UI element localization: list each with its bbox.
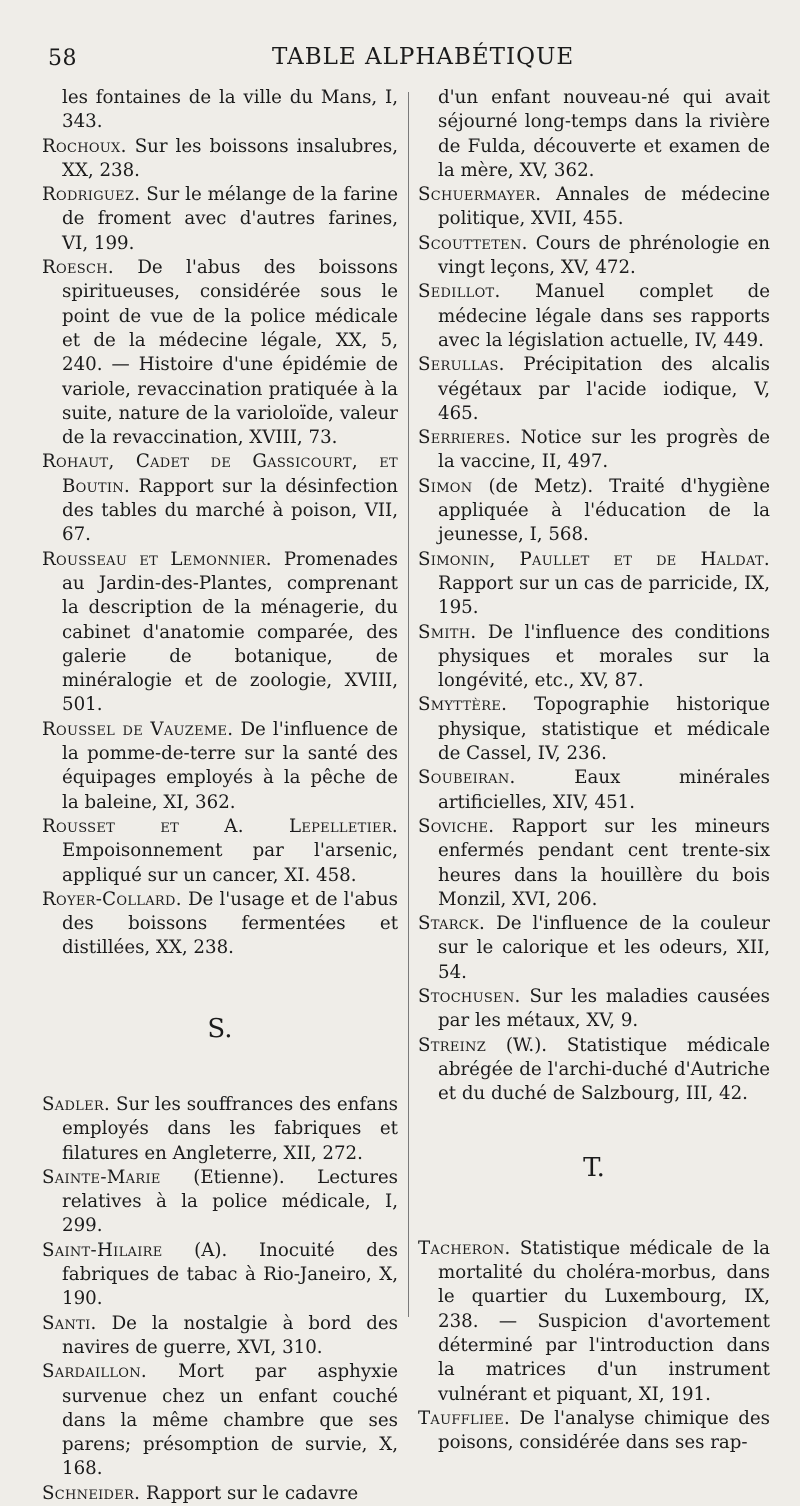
index-entry-soubeiran — [418, 766, 770, 815]
entry-text: Sur les boissons insalubres, XX, 238. — [62, 135, 398, 181]
author-name: Sadler. — [42, 1093, 111, 1115]
author-name: Rousset et A. Lepelletier. — [42, 815, 398, 837]
index-entry-saint-hilaire — [42, 1239, 398, 1312]
author-name: Sainte-Marie — [42, 1166, 161, 1188]
entry-text: Sur les souffrances des enfans employés dans les fabriques et filatures en Angleterre, XII, 272. — [62, 1093, 398, 1164]
author-name: Scoutteten. — [418, 232, 528, 254]
entry-text: De l'influence des conditions physiques et morales sur la longévité, etc., XV, 87. — [438, 621, 770, 692]
entry-text: Statistique médicale de la mortalité du choléra-morbus, dans le quartier du Luxembourg, IX, 238. — Suspicion d'avortement déterminé par l'introduction dans la matrices d'un instrument vulnérant et piquant, XI, 191. — [438, 1237, 770, 1405]
entry-text: Notice sur les progrès de la vaccine, II, 497. — [438, 427, 770, 473]
index-entry-rohaut — [42, 450, 398, 547]
author-name: Streinz — [418, 1034, 487, 1056]
index-entry-smyttere — [418, 693, 770, 766]
index-entry-stochusen — [418, 985, 770, 1034]
index-entry-schuermayer — [418, 183, 770, 232]
author-name: Rousseau et Lemonnier. — [42, 548, 272, 570]
entry-text: Rapport sur le cadavre — [140, 1482, 359, 1504]
section-heading-t: T. — [583, 1153, 605, 1184]
index-entry-simon — [418, 475, 770, 548]
index-entry-royer-collard — [42, 888, 398, 961]
continued-entry: d'un enfant nouveau-né qui avait séjourné long-temps dans la rivière de Fulda, découverte et examen de la mère, XV, 362. — [438, 87, 770, 181]
index-entry-roesch — [42, 256, 398, 450]
author-name: Roesch. — [42, 257, 114, 279]
page-header — [0, 38, 800, 78]
author-name: Rohaut, Cadet de Gassicourt, et Boutin. — [42, 451, 398, 497]
running-title: TABLE ALPHABÉTIQUE — [272, 44, 575, 70]
index-entry-tacheron — [418, 1237, 770, 1407]
entry-text: Annales de médecine politique, XVII, 455. — [438, 184, 770, 230]
entry-text: Cours de phrénologie en vingt leçons, XV, 472. — [438, 232, 770, 279]
index-entry-streinz — [418, 1034, 770, 1107]
index-entry-rochoux — [42, 135, 398, 184]
author-name: Saint-Hilaire — [42, 1239, 163, 1261]
entry-text: Eaux minérales artificielles, XIV, 451. — [438, 767, 770, 813]
author-name: Smith. — [418, 621, 477, 643]
author-name: Sedillot. — [418, 281, 501, 303]
left-column — [42, 86, 398, 1506]
right-column — [418, 86, 770, 1455]
author-name: Schneider. — [42, 1482, 141, 1504]
entry-text: De l'analyse chimique des poisons, considérée dans ses rap- — [438, 1407, 770, 1454]
author-name: Simon — [418, 475, 473, 497]
index-entry-smith — [418, 621, 770, 694]
entry-text: Rapport sur un cas de parricide, IX, 195. — [438, 572, 770, 619]
index-entry-sainte-marie — [42, 1166, 398, 1239]
column-divider — [408, 92, 409, 1317]
author-name: Rochoux. — [42, 135, 127, 157]
author-name: Serrieres. — [418, 427, 512, 449]
index-entry-rousseau — [42, 548, 398, 718]
author-name: Roussel de Vauzeme. — [42, 718, 234, 740]
author-name: Serullas. — [418, 354, 505, 376]
entry-text: (de Metz). Traité d'hygiène appliquée à l'éducation de la jeunesse, I, 568. — [438, 475, 770, 546]
index-entry-soviche — [418, 815, 770, 912]
author-name: Soubeiran. — [418, 767, 516, 789]
author-name: Smyttère. — [418, 694, 508, 716]
section-heading-s: S. — [207, 1013, 233, 1044]
index-entry-sardaillon — [42, 1360, 398, 1481]
index-entry-santi — [42, 1312, 398, 1361]
entry-text: Sur les maladies causées par les métaux, XV, 9. — [438, 985, 770, 1032]
entry-text: Promenades au Jardin-des-Plantes, comprenant la description de la ménagerie, du cabinet d'anatomie comparée, des galerie de botanique, de minéralogie et de zoologie, XVIII, 501. — [62, 548, 399, 716]
author-name: Tauffliee. — [418, 1407, 511, 1429]
entry-text: De l'influence de la couleur sur le calorique et les odeurs, XII, 54. — [438, 913, 770, 983]
entry-text: Rapport sur la désinfection des tables du marché à poison, VII, 67. — [62, 475, 398, 546]
entry-text: De l'usage et de l'abus des boissons fermentées et distillées, XX, 238. — [62, 888, 398, 959]
entry-text: De la nostalgie à bord des navires de guerre, XVI, 310. — [62, 1312, 398, 1358]
entry-text: Mort par asphyxie survenue chez un enfant couché dans la même chambre que ses parens; présomption de survie, X, 168. — [62, 1361, 398, 1480]
index-entry-starck — [418, 912, 770, 985]
index-entry-schneider — [42, 1482, 398, 1506]
index-entry-simonin — [418, 548, 770, 621]
index-entry-serrieres — [418, 426, 770, 475]
index-entry-scoutteten — [418, 232, 770, 281]
author-name: Starck. — [418, 913, 486, 935]
index-entry-rousset — [42, 815, 398, 888]
index-entry-sadler — [42, 1093, 398, 1166]
author-name: Soviche. — [418, 815, 495, 837]
author-name: Schuermayer. — [418, 184, 542, 206]
author-name: Royer-Collard. — [42, 888, 182, 910]
entry-text: Rapport sur les mineurs enfermés pendant cent trente-six heures dans la houillère du bois Monzil, XVI, 206. — [438, 815, 770, 910]
author-name: Stochusen. — [418, 985, 521, 1007]
entry-text: (Etienne). Lectures relatives à la police médicale, I, 299. — [62, 1166, 398, 1237]
entry-text: Topographie historique physique, statistique et médicale de Cassel, IV, 236. — [438, 694, 770, 765]
index-entry-tauffliee — [418, 1407, 770, 1456]
index-entry-sedillot — [418, 280, 770, 353]
author-name: Santi. — [42, 1312, 97, 1334]
index-entry-rodriguez — [42, 183, 398, 256]
author-name: Simonin, Paullet et de Haldat. — [418, 548, 770, 570]
entry-text: De l'abus des boissons spiritueuses, considérée sous le point de vue de la police médicale et de la médecine légale, XX, 5, 240. — Histoire d'une épidémie de variole, revaccination pratiquée à la suite, nature de la varioloïde, valeur de la revaccination, XVIII, 73. — [62, 257, 398, 449]
entry-text: Sur le mélange de la farine de froment avec d'autres farines, VI, 199. — [62, 184, 398, 254]
author-name: Sardaillon. — [42, 1361, 147, 1383]
entry-text: (A). Inocuité des fabriques de tabac à Rio-Janeiro, X, 190. — [62, 1239, 398, 1310]
index-entry-roussel — [42, 718, 398, 815]
entry-text: De l'influence de la pomme-de-terre sur la santé des équipages employés à la pêche de la baleine, XI, 362. — [62, 718, 398, 813]
entry-text: Précipitation des alcalis végétaux par l'acide iodique, V, 465. — [438, 354, 770, 424]
continued-entry: les fontaines de la ville du Mans, I, 343. — [62, 87, 398, 133]
index-entry-serullas — [418, 353, 770, 426]
entry-text: (W.). Statistique médicale abrégée de l'archi-duché d'Autriche et du duché de Salzbourg, III, 42. — [438, 1034, 770, 1105]
author-name: Rodriguez. — [42, 184, 141, 206]
entry-text: Manuel complet de médecine légale dans ses rapports avec la législation actuelle, IV, 449. — [438, 281, 770, 351]
page-number: 58 — [48, 46, 77, 71]
entry-text: Empoisonnement par l'arsenic, appliqué sur un cancer, XI. 458. — [62, 840, 398, 886]
author-name: Tacheron. — [418, 1237, 511, 1259]
